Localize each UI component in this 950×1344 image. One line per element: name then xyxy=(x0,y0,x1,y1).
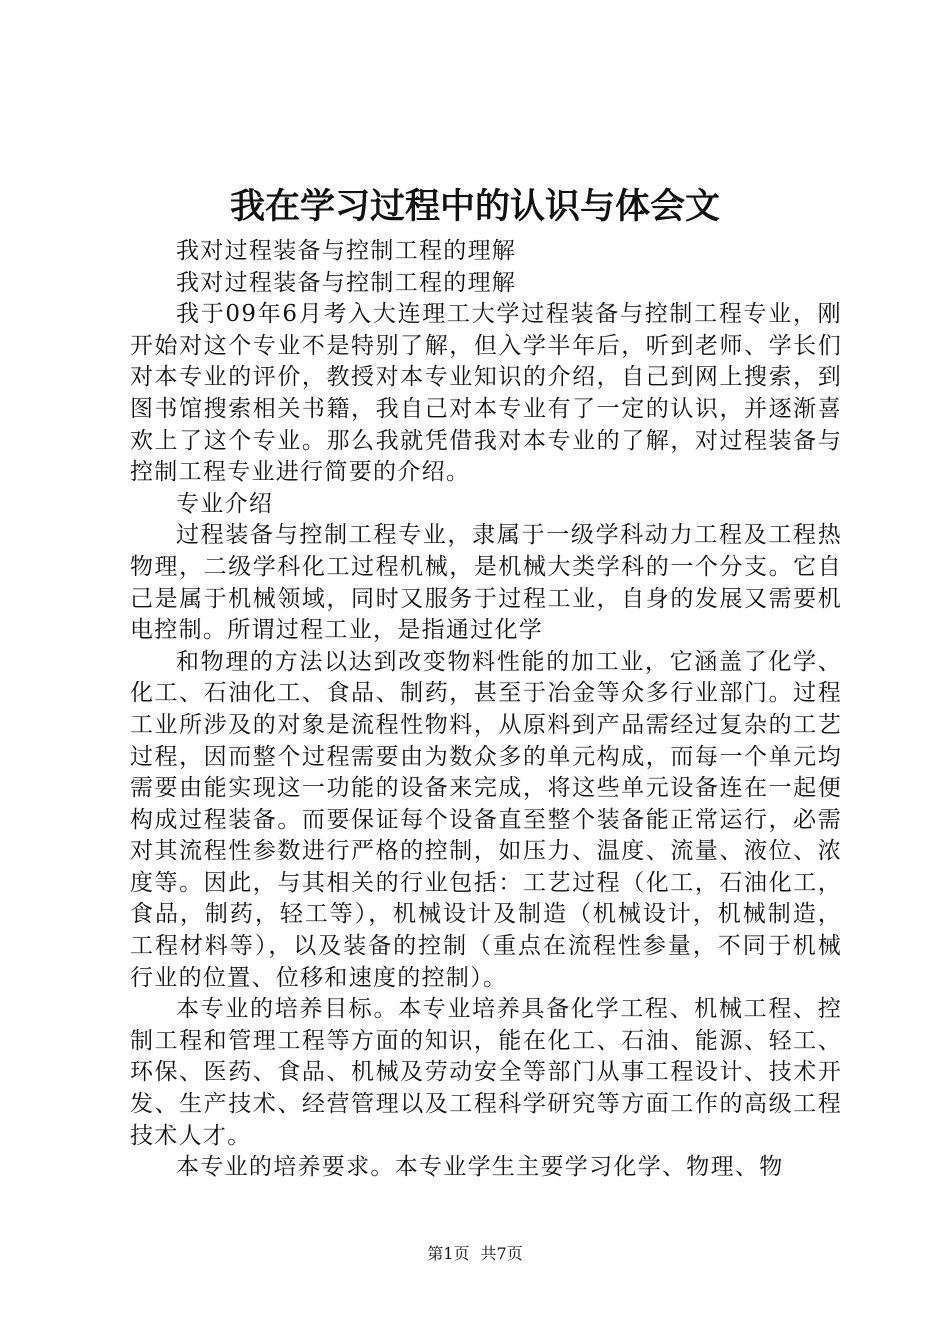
paragraph: 我于09年6月考入大连理工大学过程装备与控制工程专业，刚开始对这个专业不是特别了解，但入学半年后，听到老师、学长们对本专业的评价，教授对本专业知识的介绍，自己到网上搜索，到图书馆搜索相关书籍，我自己对本专业有了一定的认识，并逐渐喜欢上了这个专业。那么我就凭借我对本专业的了解，对过程装备与控制工程专业进行简要的介绍。 xyxy=(130,301,842,486)
paragraph: 我对过程装备与控制工程的理解 xyxy=(176,238,517,264)
page-number: 第1页 xyxy=(427,1244,470,1263)
paragraph: 过程装备与控制工程专业，隶属于一级学科动力工程及工程热物理，二级学科化工过程机械，是机械大类学科的一个分支。它自己是属于机械领域，同时又服务于过程工业，自身的发展又需要机电控制。所谓过程工业，是指通过化学 xyxy=(130,522,842,644)
section-heading: 专业介绍 xyxy=(176,490,274,517)
paragraph: 和物理的方法以达到改变物料性能的加工业，它涵盖了化学、化工、石油化工、食品、制药，甚至于冶金等众多行业部门。过程工业所涉及的对象是流程性物料，从原料到产品需经过复杂的工艺过程，因而整个过程需要由为数众多的单元构成，而每一个单元均需要由能实现这一功能的设备来完成，将这些单元设备连在一起便构成过程装备。而要保证每个设备直至整个装备能正常运行，必需对其流程性参数进行严格的控制，如压力、温度、流量、液位、浓度等。因此，与其相关的行业包括：工艺过程（化工，石油化工，食品，制药，轻工等），机械设计及制造（机械设计，机械制造，工程材料等），以及装备的控制（重点在流程性参量，不同于机械行业的位置、位移和速度的控制）。 xyxy=(130,648,842,991)
document-body xyxy=(130,236,842,1184)
paragraph: 我对过程装备与控制工程的理解 xyxy=(176,269,517,296)
paragraph: 本专业的培养目标。本专业培养具备化学工程、机械工程、控制工程和管理工程等方面的知识，能在化工、石油、能源、轻工、环保、医药、食品、机械及劳动安全等部门从事工程设计、技术开发、生产技术、经营管理以及工程科学研究等方面工作的高级工程技术人才。 xyxy=(130,996,842,1149)
paragraph: 本专业的培养要求。本专业学生主要学习化学、物理、物 xyxy=(176,1154,784,1181)
page-total: 共7页 xyxy=(480,1244,523,1263)
document-title: 我在学习过程中的认识与体会文 xyxy=(229,186,720,227)
page-footer xyxy=(0,1243,950,1265)
